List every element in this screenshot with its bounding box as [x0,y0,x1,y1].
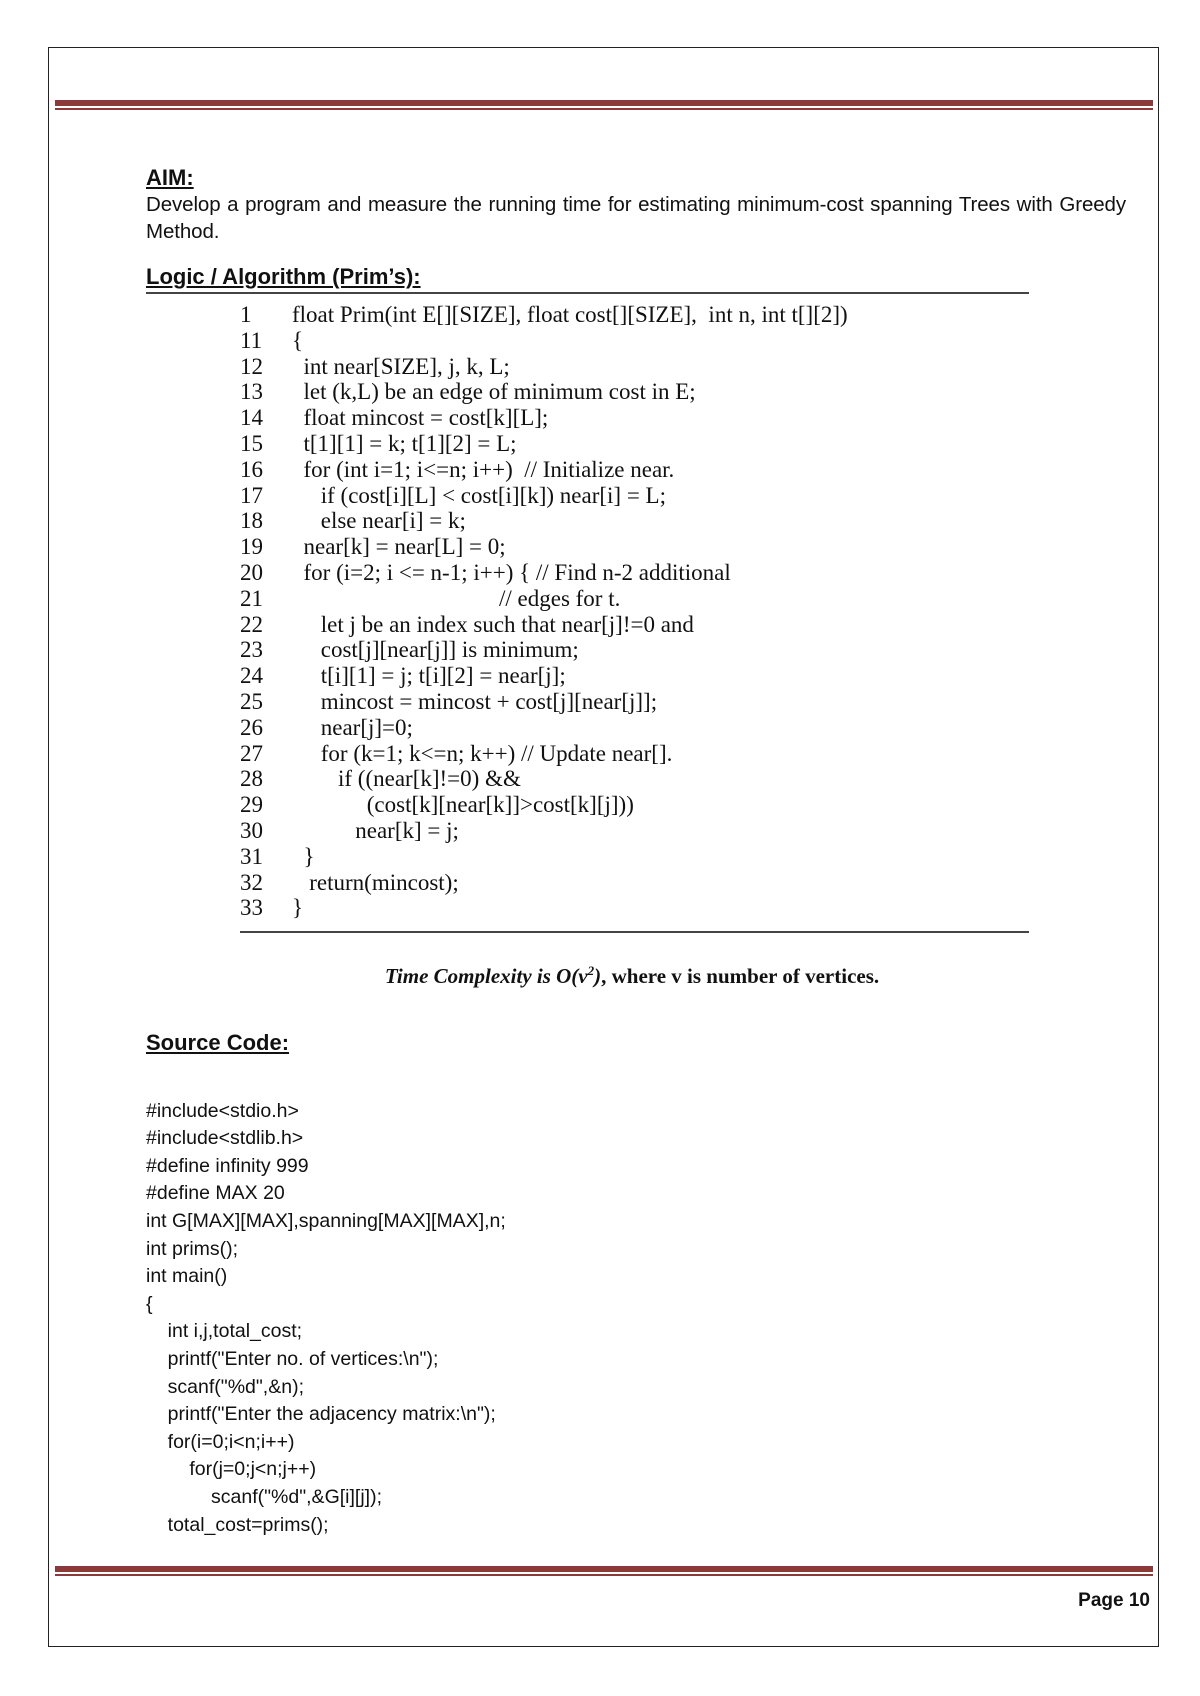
source-code-line: int i,j,total_cost; [146,1320,303,1343]
source-code-line: int main() [146,1265,228,1288]
algorithm-line-code: if ((near[k]!=0) && [292,766,521,792]
algorithm-line-number: 26 [240,714,263,740]
algorithm-line-code: near[k] = near[L] = 0; [292,534,506,560]
page-number: Page 10 [1078,1590,1150,1611]
algorithm-line-number: 19 [240,534,263,560]
algorithm-line-number: 21 [240,585,263,611]
algorithm-line [240,637,1126,663]
algorithm-line [240,844,1126,870]
algorithm-line-code: t[1][1] = k; t[1][2] = L; [292,430,517,456]
source-code-line: #define MAX 20 [146,1182,285,1205]
algorithm-line-code: return(mincost); [292,869,459,895]
algorithm-section [146,263,1126,290]
source-code-line: for(j=0;j<n;j++) [146,1458,317,1481]
source-code-heading: Source Code: [146,1029,290,1055]
algorithm-line-code: t[i][1] = j; t[i][2] = near[j]; [292,663,566,689]
algorithm-line [240,612,1126,638]
algorithm-line [240,741,1126,767]
algorithm-line [240,870,1126,896]
algorithm-line-code: cost[j][near[j]] is minimum; [292,637,579,663]
algorithm-line [240,328,1126,354]
algorithm-line [240,818,1126,844]
algorithm-line-code: mincost = mincost + cost[j][near[j]]; [292,688,658,714]
algorithm-line [240,508,1126,534]
algorithm-line [240,792,1126,818]
source-code-line: { [146,1292,153,1315]
algorithm-line-number: 18 [240,508,263,534]
source-code-line: #include<stdio.h> [146,1099,299,1122]
source-code-line: printf("Enter the adjacency matrix:\n"); [146,1403,496,1426]
algorithm-line-number: 31 [240,843,263,869]
algorithm-line [240,715,1126,741]
algorithm-line [240,379,1126,405]
algorithm-line [240,663,1126,689]
source-code-line: scanf("%d",&G[i][j]); [146,1485,382,1508]
algorithm-line-code: for (i=2; i <= n-1; i++) { // Find n-2 additional [292,559,731,585]
source-code-listing [146,1098,1126,1540]
time-complexity [138,963,1126,989]
algorithm-line-code: } [292,895,304,921]
page-content [146,164,1126,1539]
algorithm-line [240,483,1126,509]
algorithm-line-code: if (cost[i][L] < cost[i][k]) near[i] = L; [292,482,666,508]
complexity-suffix: , where v is number of vertices. [601,963,880,988]
algorithm-line [240,766,1126,792]
algorithm-line-code: // edges for t. [292,585,621,611]
algorithm-line [240,895,1126,921]
algorithm-line-number: 13 [240,379,263,405]
algorithm-line-number: 15 [240,430,263,456]
complexity-close: ) [594,963,602,988]
source-code-line: #define infinity 999 [146,1154,309,1177]
algorithm-line [240,302,1126,328]
algorithm-line-number: 16 [240,456,263,482]
algorithm-heading: Logic / Algorithm (Prim’s): [146,264,421,289]
algorithm-line-code: for (k=1; k<=n; k++) // Update near[]. [292,740,673,766]
algorithm-line [240,431,1126,457]
algorithm-line-code: } [292,843,315,869]
algorithm-line [240,689,1126,715]
algorithm-line-number: 14 [240,405,263,431]
source-code-line: int G[MAX][MAX],spanning[MAX][MAX],n; [146,1210,506,1232]
aim-text: Develop a program and measure the running time for estimating minimum-cost spanning Trees with Greedy Method. [146,193,1126,243]
algorithm-line-number: 22 [240,611,263,637]
source-code-line: for(i=0;i<n;i++) [146,1430,295,1453]
algorithm-line-code: let j be an index such that near[j]!=0 and [292,611,694,637]
algorithm-line-number: 1 [240,302,252,327]
algorithm-line-number: 28 [240,766,263,792]
algorithm-line-code: float mincost = cost[k][L]; [292,405,549,431]
algorithm-line [240,405,1126,431]
source-code-line: total_cost=prims(); [146,1513,329,1536]
algorithm-line-code: near[j]=0; [292,714,413,740]
algorithm-line-number: 27 [240,740,263,766]
algorithm-line [240,560,1126,586]
source-code-line: #include<stdlib.h> [146,1127,304,1150]
aim-heading: AIM: [146,165,194,190]
algorithm-line-code: let (k,L) be an edge of minimum cost in E; [292,379,696,405]
algorithm-line-code: near[k] = j; [292,817,459,843]
algorithm-line-number: 24 [240,663,263,689]
algorithm-line-code: int near[SIZE], j, k, L; [292,353,510,379]
algorithm-top-rule [146,292,1029,294]
algorithm-line-number: 12 [240,353,263,379]
complexity-exponent: 2 [587,962,595,978]
header-rule [55,100,1153,110]
algorithm-line-number: 32 [240,869,263,895]
algorithm-line-code: else near[i] = k; [292,508,466,534]
algorithm-line-number: 20 [240,559,263,585]
algorithm-line [240,534,1126,560]
algorithm-line-number: 33 [240,895,263,921]
algorithm-line-number: 17 [240,482,263,508]
source-code-line: printf("Enter no. of vertices:\n"); [146,1347,439,1370]
algorithm-line [240,457,1126,483]
algorithm-line-code: { [292,327,304,353]
algorithm-line [240,354,1126,380]
source-code-line: int prims(); [146,1237,239,1260]
algorithm-line-number: 23 [240,637,263,663]
algorithm-line-code: for (int i=1; i<=n; i++) // Initialize near. [292,456,675,482]
algorithm-line-number: 25 [240,688,263,714]
algorithm-line-number: 11 [240,327,263,353]
algorithm-line-code: (cost[k][near[k]]>cost[k][j])) [292,792,634,818]
source-code-line: scanf("%d",&n); [146,1375,304,1398]
complexity-prefix: Time Complexity is O(v [384,963,588,988]
algorithm-line-code: float Prim(int E[][SIZE], float cost[][SIZE], int n, int t[][2]) [292,302,848,327]
algorithm-line [240,586,1126,612]
algorithm-line-number: 30 [240,817,263,843]
algorithm-listing [240,302,1126,921]
algorithm-bottom-rule [240,931,1029,933]
footer-rule [55,1566,1153,1576]
algorithm-line-number: 29 [240,792,263,818]
